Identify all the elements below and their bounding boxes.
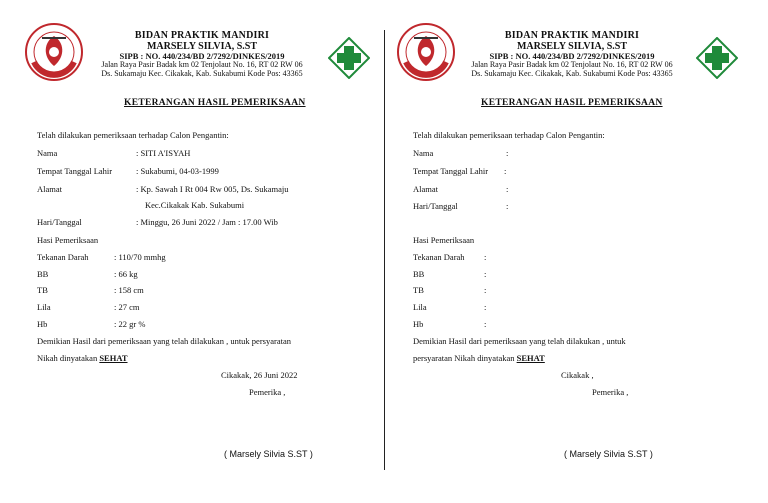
value-hb: : [484, 319, 487, 329]
letterhead-address: Jalan Raya Pasir Badak km 02 Tenjolaut No. 16, RT 02 RW 06 [101, 60, 303, 70]
closing-text-2-lead: Nikah dinyatakan [37, 353, 100, 363]
letterhead-name: MARSELY SILVIA, S.ST [146, 41, 258, 52]
letterhead-address-2: Ds. Sukamaju Kec. Cikakak, Kab. Sukabumi Kode Pos: 43365 [101, 69, 303, 79]
label-tb: TB [413, 285, 424, 295]
label-bb: BB [413, 269, 425, 279]
signature-name: ( Marsely Silvia S.ST ) [224, 449, 313, 459]
letterhead [82, 30, 322, 79]
document-title: KETERANGAN HASIL PEMERIKSAAN [124, 98, 306, 108]
value-lila: : [484, 302, 487, 312]
value-alamat: : Kp. Sawah I Rt 004 Rw 005, Ds. Sukamaju [136, 184, 289, 194]
label-alamat: Alamat [37, 184, 63, 194]
label-alamat: Alamat [413, 184, 439, 194]
value-lila: : 27 cm [114, 302, 140, 312]
label-hari: Hari/Tanggal [413, 201, 458, 211]
value-alamat: : [506, 184, 509, 194]
value-alamat-2: Kec.Cikakak Kab. Sukabumi [145, 200, 245, 210]
green-cross-icon [696, 37, 738, 79]
value-bb: : 66 kg [114, 269, 138, 279]
label-ttl: Tempat Tanggal Lahir [413, 166, 489, 176]
label-bb: BB [37, 269, 49, 279]
value-ttl: : [504, 166, 507, 176]
label-td: Tekanan Darah [37, 252, 89, 262]
closing-text-2 [37, 353, 128, 363]
label-hasil: Hasi Pemeriksaan [37, 235, 99, 245]
place-date: Cikakak, 26 Juni 2022 [221, 370, 298, 380]
letterhead [452, 30, 692, 79]
closing-text: Demikian Hasil dari pemeriksaan yang telah dilakukan , untuk [413, 336, 626, 346]
value-hari: : [506, 201, 509, 211]
letterhead-address-2: Ds. Sukamaju Kec. Cikakak, Kab. Sukabumi Kode Pos: 43365 [471, 69, 673, 79]
letterhead-license: SIPB : NO. 440/234/BD 2/7292/DINKES/2019 [119, 51, 285, 61]
value-td: : [484, 252, 487, 262]
value-hari: : Minggu, 26 Juni 2022 / Jam : 17.00 Wib [136, 217, 278, 227]
letterhead-address: Jalan Raya Pasir Badak km 02 Tenjolaut No. 16, RT 02 RW 06 [471, 60, 673, 70]
value-ttl: : Sukabumi, 04-03-1999 [136, 166, 219, 176]
letterhead-title: BIDAN PRAKTIK MANDIRI [134, 30, 270, 41]
label-hb: Hb [37, 319, 48, 329]
ikatan-bidan-logo [24, 22, 84, 82]
sehat-label: SEHAT [99, 353, 128, 363]
value-hb: : 22 gr % [114, 319, 146, 329]
label-hasil: Hasi Pemeriksaan [413, 235, 475, 245]
green-cross-icon [328, 37, 370, 79]
value-td: : 110/70 mmhg [114, 252, 166, 262]
letterhead-name: MARSELY SILVIA, S.ST [516, 41, 628, 52]
closing-text: Demikian Hasil dari pemeriksaan yang telah dilakukan , untuk persyaratan [37, 336, 291, 346]
ikatan-bidan-logo [396, 22, 456, 82]
label-hb: Hb [413, 319, 424, 329]
closing-text-2-lead: persyaratan Nikah dinyatakan [413, 353, 517, 363]
sehat-label: SEHAT [516, 353, 545, 363]
pemeriksa-label: Pemerika , [592, 387, 629, 397]
intro-text: Telah dilakukan pemeriksaan terhadap Calon Pengantin: [413, 130, 605, 140]
value-bb: : [484, 269, 487, 279]
value-nama: : [506, 148, 509, 158]
label-ttl: Tempat Tanggal Lahir [37, 166, 113, 176]
value-tb: : 158 cm [114, 285, 144, 295]
value-nama: : SITI A'ISYAH [136, 148, 191, 158]
right-document [384, 0, 768, 503]
letterhead-license: SIPB : NO. 440/234/BD 2/7292/DINKES/2019 [489, 51, 655, 61]
label-td: Tekanan Darah [413, 252, 465, 262]
document-title: KETERANGAN HASIL PEMERIKSAAN [481, 98, 663, 108]
intro-text: Telah dilakukan pemeriksaan terhadap Calon Pengantin: [37, 130, 229, 140]
closing-text-2 [413, 353, 545, 363]
label-nama: Nama [413, 148, 434, 158]
label-nama: Nama [37, 148, 58, 158]
label-lila: Lila [413, 302, 427, 312]
signature-name: ( Marsely Silvia S.ST ) [564, 449, 653, 459]
letterhead-title: BIDAN PRAKTIK MANDIRI [504, 30, 640, 41]
label-hari: Hari/Tanggal [37, 217, 82, 227]
label-tb: TB [37, 285, 48, 295]
value-tb: : [484, 285, 487, 295]
label-lila: Lila [37, 302, 51, 312]
place-date: Cikakak , [561, 370, 594, 380]
pemeriksa-label: Pemerika , [249, 387, 286, 397]
